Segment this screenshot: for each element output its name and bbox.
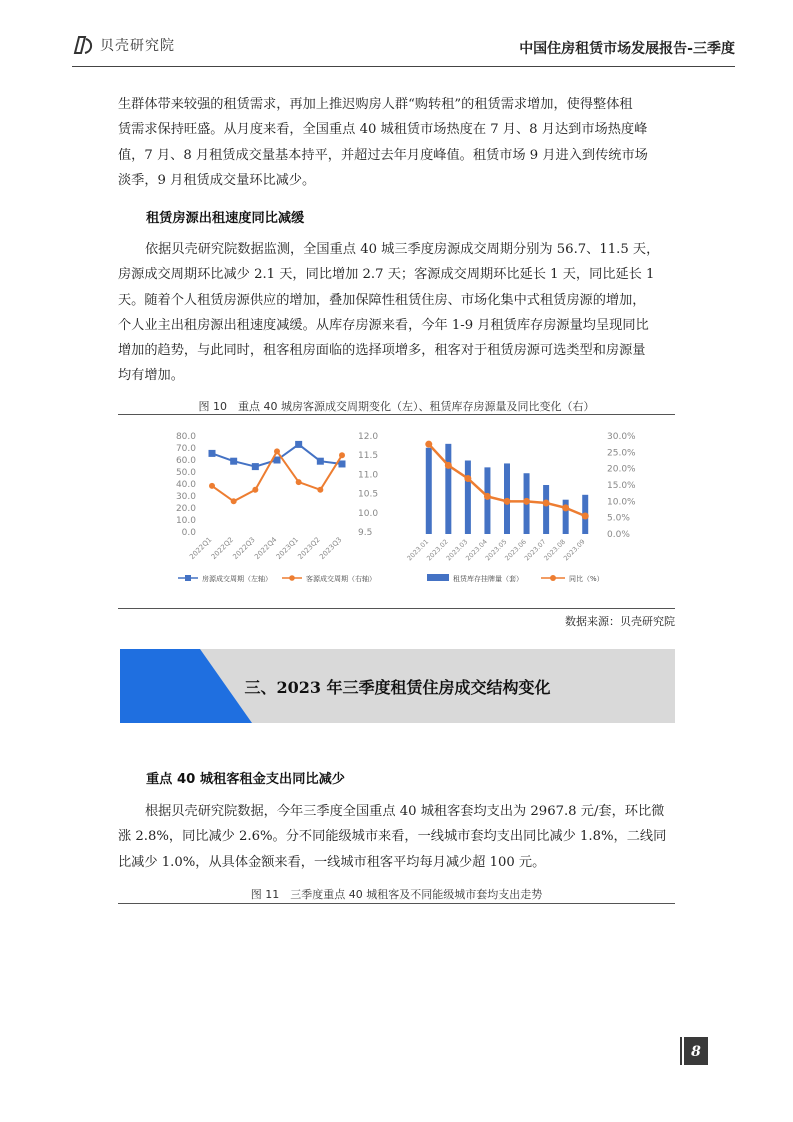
- shell-logo-icon: [72, 33, 96, 57]
- x-tick-label: 2023.06: [503, 537, 528, 563]
- y-tick-right: 5.0%: [607, 513, 630, 524]
- text-line: 淡季，9 月租赁成交量环比减少。: [118, 172, 316, 188]
- page-number: 8: [684, 1037, 708, 1065]
- y-tick-left: 0.0: [181, 528, 196, 538]
- data-point-tenant-period: [317, 487, 323, 493]
- y-tick-right: 10.0: [358, 508, 379, 519]
- x-tick-label: 2022Q4: [253, 535, 279, 562]
- text-line: 均有增加。: [118, 368, 184, 384]
- data-source: 数据来源：贝壳研究院: [565, 615, 675, 628]
- paragraph-2: [118, 237, 675, 389]
- bar-inventory: [426, 448, 432, 534]
- data-point-listing-period: [295, 441, 302, 448]
- y-tick-left: 30.0: [175, 492, 196, 502]
- bar-inventory: [465, 461, 471, 535]
- y-tick-right: 25.0%: [607, 448, 636, 459]
- legend-label-yoy: 同比（%）: [569, 575, 604, 583]
- page-number-bar: [680, 1037, 682, 1065]
- brand-name: 贝壳研究院: [100, 38, 175, 54]
- figure-11-caption: 图 11 三季度重点 40 城租客及不同能级城市套均支出走势: [250, 888, 543, 901]
- data-point-tenant-period: [296, 479, 302, 485]
- data-point-tenant-period: [231, 498, 237, 504]
- data-point-tenant-period: [209, 483, 215, 489]
- report-title: 中国住房租赁市场发展报告-三季度: [519, 41, 735, 57]
- brand-logo: [72, 33, 175, 57]
- x-tick-label: 2023.01: [405, 537, 431, 563]
- text-line: 生群体带来较强的租赁需求，再加上推迟购房人群“购转租”的租赁需求增加，使得整体租: [118, 97, 633, 112]
- bar-inventory: [484, 467, 490, 534]
- x-tick-label: 2023.09: [561, 537, 587, 563]
- banner-label-wrap: [120, 649, 675, 723]
- text-line: 值，7 月、8 月租赁成交量基本持平，并超过去年月度峰值。租赁市场 9 月进入到传统市场: [118, 147, 648, 163]
- data-point-yoy: [562, 504, 569, 511]
- y-tick-left: 60.0: [175, 456, 196, 466]
- y-tick-right: 10.0%: [607, 497, 636, 508]
- legend-swatch-inventory: [427, 574, 449, 581]
- data-point-listing-period: [230, 458, 237, 465]
- data-point-tenant-period: [252, 487, 258, 493]
- section-heading-2: 重点 40 城租客租金支出同比减少: [146, 772, 345, 787]
- bar-inventory: [543, 485, 549, 534]
- section-heading-1: 租赁房源出租速度同比减缓: [146, 211, 305, 226]
- y-tick-right: 0.0%: [607, 530, 630, 540]
- legend-label-listing-period: 房源成交周期（左轴）: [202, 575, 272, 583]
- data-point-yoy: [504, 498, 511, 505]
- data-point-yoy: [523, 498, 530, 505]
- y-tick-left: 20.0: [175, 504, 196, 514]
- x-tick-label: 2022Q2: [209, 535, 236, 562]
- x-tick-label: 2023.04: [464, 537, 489, 563]
- text-line: 房源成交周期环比减少 2.1 天，同比增加 2.7 天；客源成交周期环比延长 1 天，同比延长 1: [118, 267, 655, 283]
- y-tick-left: 80.0: [175, 432, 196, 442]
- text-line: 涨 2.8%，同比减少 2.6%。分不同能级城市来看，一线城市套均支出同比减少 1.8%，二线同: [118, 829, 667, 845]
- legend-label-inventory: 租赁库存挂牌量（套）: [453, 575, 523, 583]
- paragraph-3: [118, 799, 675, 875]
- text-line: 增加的趋势，与此同时，租客租房面临的选择项增多，租客对于租赁房源可选类型和房源量: [118, 343, 646, 359]
- text-line: 天。随着个人租赁房源供应的增加，叠加保障性租赁住房、市场化集中式租赁房源的增加，: [118, 292, 646, 308]
- x-tick-label: 2023.03: [444, 537, 470, 563]
- y-tick-left: 40.0: [175, 480, 196, 490]
- header-divider: [72, 66, 735, 67]
- legend-label-tenant-period: 客源成交周期（右轴）: [306, 575, 376, 583]
- y-tick-right: 9.5: [358, 528, 373, 538]
- figure-10-caption: 图 10 重点 40 城房客源成交周期变化（左）、租赁库存房源量及同比变化（右）: [198, 400, 595, 413]
- x-tick-label: 2023Q2: [296, 535, 322, 562]
- period-line-chart: [160, 422, 398, 602]
- y-tick-right: 20.0%: [607, 464, 636, 475]
- y-tick-right: 15.0%: [607, 481, 636, 491]
- data-point-tenant-period: [274, 448, 280, 454]
- y-tick-left: 10.0: [175, 516, 196, 526]
- figure-bottom-rule: [118, 608, 675, 609]
- data-point-listing-period: [339, 460, 346, 467]
- x-tick-label: 2023.07: [522, 537, 548, 563]
- y-tick-left: 70.0: [175, 444, 196, 454]
- x-tick-label: 2022Q3: [231, 535, 257, 562]
- legend-marker-listing-period: [185, 575, 191, 581]
- y-tick-left: 50.0: [175, 468, 196, 478]
- text-line: 赁需求保持旺盛。从月度来看，全国重点 40 城租赁市场热度在 7 月、8 月达到市场热度峰: [118, 122, 648, 138]
- bar-inventory: [445, 444, 451, 534]
- x-tick-label: 2022Q1: [188, 535, 214, 562]
- data-point-yoy: [445, 462, 452, 469]
- text-line: 个人业主出租房源出租速度减缓。从库存房源来看，今年 1-9 月租赁库存房源量均呈现同比: [118, 317, 649, 333]
- data-point-yoy: [582, 513, 589, 520]
- y-tick-right: 30.0%: [607, 432, 636, 442]
- y-tick-right: 11.5: [358, 451, 379, 462]
- figure-top-rule: [118, 414, 675, 415]
- text-line: 比减少 1.0%，从具体金额来看，一线城市租客平均每月减少超 100 元。: [118, 854, 546, 870]
- text-line: 依据贝壳研究院数据监测，全国重点 40 城三季度房源成交周期分别为 56.7、11.5 天，: [145, 242, 660, 257]
- y-tick-right: 12.0: [358, 432, 379, 442]
- paragraph-1: [118, 92, 675, 193]
- data-point-yoy: [464, 475, 471, 482]
- y-tick-right: 10.5: [358, 489, 379, 500]
- legend-marker-tenant-period: [289, 575, 295, 581]
- data-point-listing-period: [209, 450, 216, 457]
- inventory-bar-chart: [405, 422, 637, 602]
- legend-marker-yoy: [550, 575, 556, 581]
- x-tick-label: 2023.08: [542, 537, 568, 563]
- x-tick-label: 2023.02: [425, 537, 450, 563]
- y-tick-right: 11.0: [358, 470, 379, 481]
- data-point-yoy: [484, 493, 491, 500]
- section-banner-title: 三、2023 年三季度租赁住房成交结构变化: [244, 678, 551, 697]
- text-line: 根据贝壳研究院数据，今年三季度全国重点 40 城租客套均支出为 2967.8 元/套，环比微: [145, 804, 665, 819]
- figure-11-rule: [118, 903, 675, 904]
- x-tick-label: 2023Q1: [274, 535, 301, 562]
- data-point-listing-period: [252, 463, 259, 470]
- data-point-yoy: [543, 499, 550, 506]
- data-point-tenant-period: [339, 452, 345, 458]
- x-tick-label: 2023.05: [483, 537, 509, 563]
- data-point-listing-period: [317, 458, 324, 465]
- data-point-yoy: [425, 441, 432, 448]
- x-tick-label: 2023Q3: [318, 535, 344, 562]
